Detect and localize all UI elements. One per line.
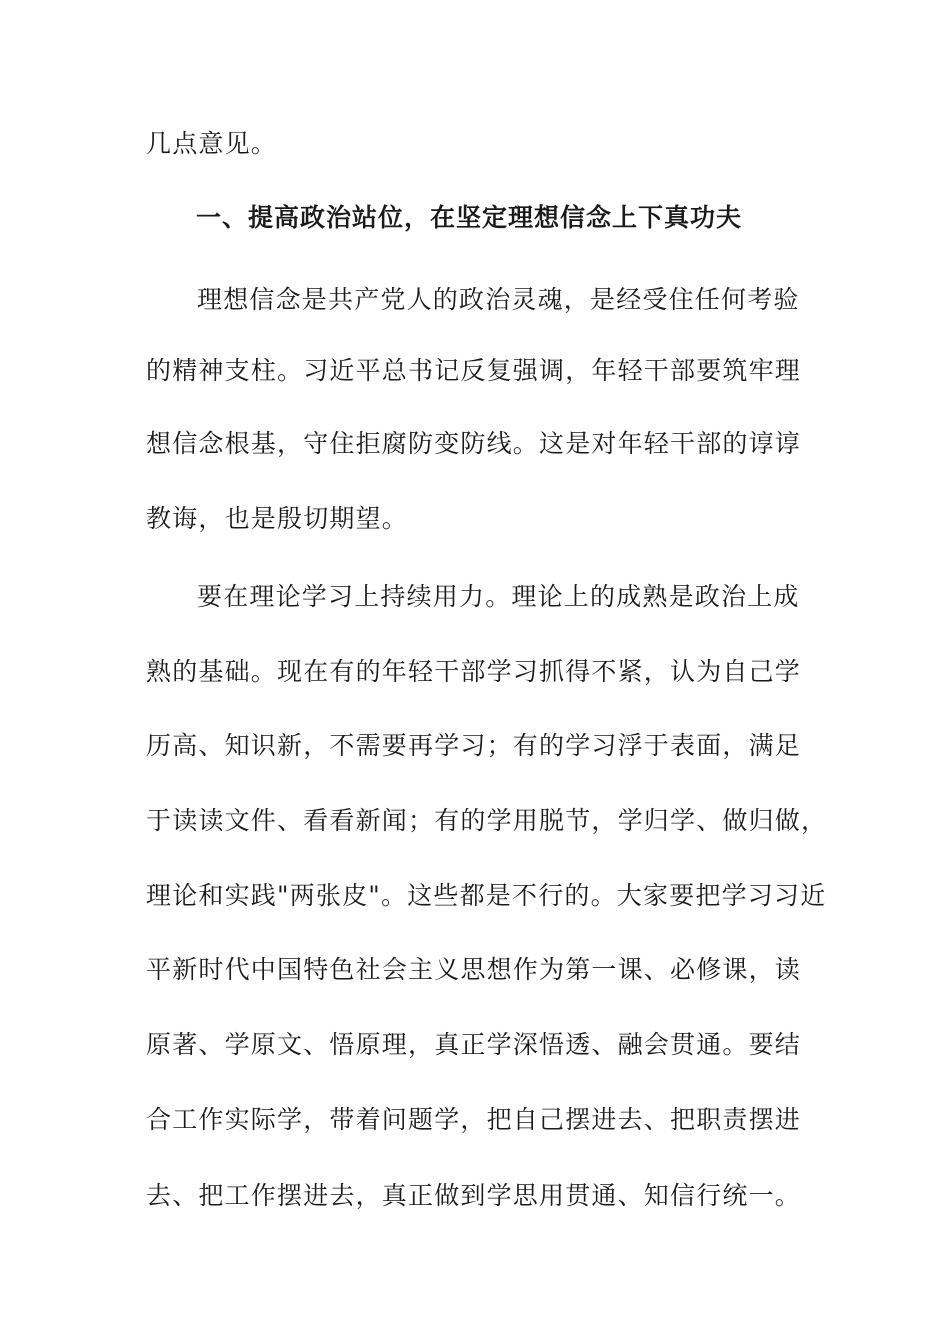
paragraph-2-line-9: 去、把工作摆进去，真正做到学思用贯通、知信行统一。 [146, 1181, 802, 1210]
paragraph-2-line-4: 于读读文件、看看新闻；有的学用脱节，学归学、做归做， [146, 806, 828, 835]
paragraph-2-line-6: 平新时代中国特色社会主义思想作为第一课、必修课，读 [146, 955, 802, 984]
paragraph-1-line-3: 想信念根基，守住拒腐防变防线。这是对年轻干部的谆谆 [146, 429, 802, 458]
paragraph-1-line-2: 的精神支柱。习近平总书记反复强调，年轻干部要筑牢理 [146, 356, 802, 385]
paragraph-2-line-1: 要在理论学习上持续用力。理论上的成熟是政治上成 [197, 582, 800, 611]
paragraph-2-line-7: 原著、学原文、悟原理，真正学深悟透、融会贯通。要结 [146, 1030, 802, 1059]
paragraph-1-line-1: 理想信念是共产党人的政治灵魂，是经受住任何考验 [197, 285, 800, 314]
paragraph-line-continuation: 几点意见。 [146, 129, 278, 158]
paragraph-2-line-2: 熟的基础。现在有的年轻干部学习抓得不紧，认为自己学 [146, 657, 802, 686]
paragraph-1-line-4: 教诲，也是殷切期望。 [146, 504, 409, 533]
paragraph-2-line-5: 理论和实践"两张皮"。这些都是不行的。大家要把学习习近 [146, 881, 827, 910]
paragraph-2-line-3: 历高、知识新，不需要再学习；有的学习浮于表面，满足 [146, 731, 802, 760]
paragraph-2-line-8: 合工作实际学，带着问题学，把自己摆进去、把职责摆进 [146, 1105, 802, 1134]
section-heading: 一、提高政治站位，在坚定理想信念上下真功夫 [196, 203, 743, 232]
